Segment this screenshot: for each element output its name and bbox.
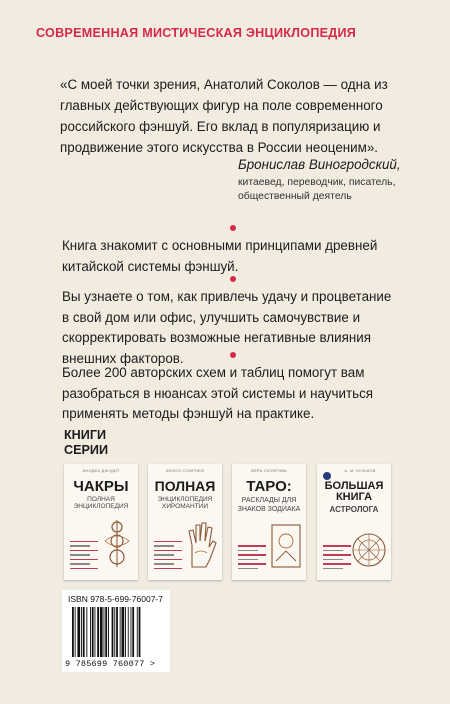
- barcode-bar: [112, 607, 114, 657]
- barcode-bar: [104, 607, 105, 657]
- barcode-bar: [100, 607, 103, 657]
- barcode-bar: [81, 607, 82, 657]
- lotus-icon: [100, 517, 134, 574]
- series-books-label: КНИГИ СЕРИИ: [64, 428, 108, 457]
- book-text-lines: [323, 545, 351, 572]
- book-title-sub: ЭНЦИКЛОПЕДИЯ ХИРОМАНТИИ: [157, 496, 213, 510]
- bullet-dot-2: [230, 276, 236, 282]
- barcode-bar: [122, 607, 125, 657]
- book-author: ВЕРА СКЛЯРОВА: [251, 468, 287, 473]
- barcode-bar: [114, 607, 115, 657]
- barcode-bar: [75, 607, 76, 657]
- isbn-text: ISBN 978-5-699-76007-7: [68, 594, 163, 604]
- quote-text: «С моей точки зрения, Анатолий Соколов — одна из главных действующих фигур на поле современного российского фэншуй. Его вклад в популяризацию и продвижение этого искусства в России неоценим».: [60, 77, 388, 155]
- barcode-bar: [77, 607, 80, 657]
- barcode-bar: [105, 607, 107, 657]
- book-title-main: ТАРО:: [246, 478, 292, 495]
- barcode-bar: [90, 607, 91, 657]
- barcode-bar: [72, 607, 74, 657]
- barcode-bar: [92, 607, 94, 657]
- barcode-digits: 9 785699 760077 >: [65, 659, 156, 669]
- barcode-bar: [86, 607, 87, 657]
- barcode-bar: [97, 607, 99, 657]
- book-title-sub: ПОЛНАЯ ЭНЦИКЛОПЕДИЯ: [73, 496, 129, 510]
- barcode-icon: [72, 607, 162, 659]
- quote-author-description: китаевед, переводчик, писатель, общественный деятель: [238, 177, 396, 202]
- bullet-dot-1: [230, 225, 236, 231]
- barcode-bar: [83, 607, 85, 657]
- paragraph-2: Вы узнаете о том, как привлечь удачу и процветание в свой дом или офис, улучшить самочувствие и скорректировать возможные негативные влияния внешних факторов.: [62, 289, 392, 366]
- barcode-bar: [137, 607, 138, 657]
- barcode-bar: [131, 607, 132, 657]
- bullet-dot-3: [230, 352, 236, 358]
- book-author: А. М. КУЛЬКОВ: [344, 468, 376, 473]
- barcode-bar: [132, 607, 134, 657]
- book-title-sub: РАСКЛАДЫ ДЛЯ ЗНАКОВ ЗОДИАКА: [237, 497, 301, 513]
- paragraph-1: Книга знакомит с основными принципами древней китайской системы фэншуй.: [62, 238, 378, 274]
- book-cover-palmistry[interactable]: [148, 464, 222, 580]
- book-title-main: ПОЛНАЯ: [154, 478, 216, 494]
- barcode-bar: [95, 607, 96, 657]
- barcode-box: [62, 590, 170, 672]
- book-text-lines: [238, 545, 266, 572]
- book-text-lines: [70, 541, 98, 573]
- badge-icon: [323, 472, 331, 480]
- barcode-bar: [120, 607, 121, 657]
- series-header: СОВРЕМЕННАЯ МИСТИЧЕСКАЯ ЭНЦИКЛОПЕДИЯ: [36, 26, 357, 40]
- barcode-bar: [108, 607, 109, 657]
- book-author: ЮЛИУС СПИРНЕЙ: [165, 468, 205, 473]
- book-title-main: БОЛЬШАЯ КНИГА: [324, 480, 384, 503]
- book-cover-tarot[interactable]: [232, 464, 306, 580]
- book-text-lines: [154, 541, 182, 573]
- palm-icon: [184, 519, 218, 574]
- quote-author: Бронислав Виногродский,: [238, 157, 401, 172]
- barcode-bar: [116, 607, 118, 657]
- book-cover-chakras[interactable]: [64, 464, 138, 580]
- book-title-main: ЧАКРЫ: [73, 478, 129, 495]
- book-title-sub: АСТРОЛОГА: [329, 505, 379, 514]
- barcode-bar: [125, 607, 126, 657]
- barcode-bar: [128, 607, 129, 657]
- barcode-bar: [139, 607, 141, 657]
- zodiac-wheel-icon: [351, 531, 387, 574]
- paragraph-3: Более 200 авторских схем и таблиц помогут вам разобраться в нюансах этой системы и научиться применять методы фэншуй на практике.: [62, 365, 374, 421]
- tarot-card-icon: [270, 523, 302, 574]
- book-author: АНОДЕА ДЖУДИТ: [82, 468, 120, 473]
- book-cover-astrology[interactable]: [317, 464, 391, 580]
